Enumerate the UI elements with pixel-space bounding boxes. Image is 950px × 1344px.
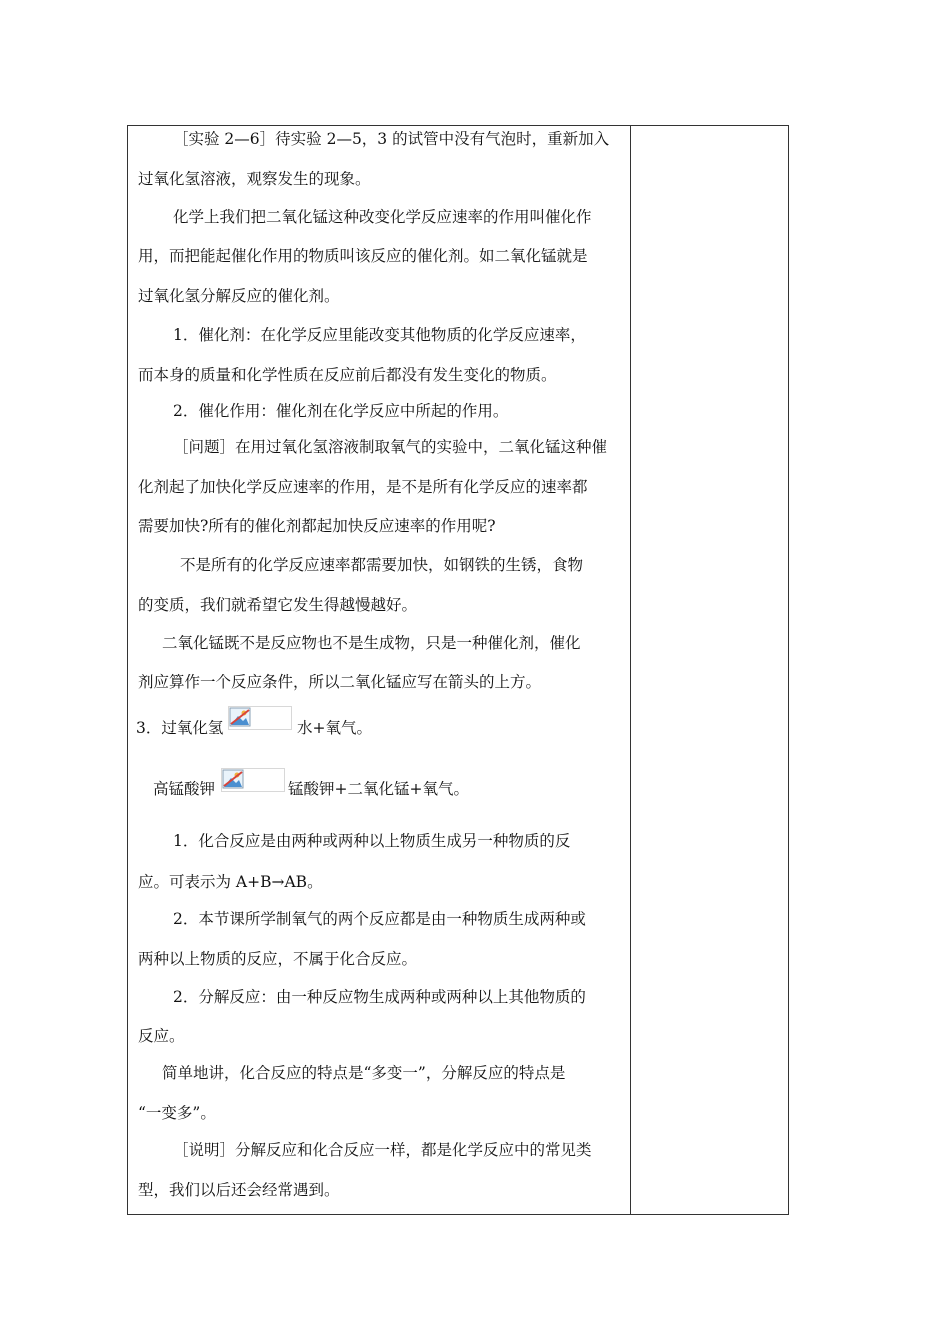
text-line: 1．催化剂：在化学反应里能改变其他物质的化学反应速率， — [173, 326, 586, 344]
text-line: 应。可表示为 A+B→AB。 — [138, 873, 323, 891]
text-line: 过氧化氢分解反应的催化剂。 — [138, 287, 340, 305]
equation-left: 3．过氧化氢 — [136, 719, 224, 737]
text-line: 2．本节课所学制氧气的两个反应都是由一种物质生成两种或 — [173, 910, 586, 928]
text-line: 简单地讲，化合反应的特点是“多变一”，分解反应的特点是 — [162, 1064, 566, 1082]
equation-left: 高锰酸钾 — [153, 780, 216, 798]
text-line: 2．催化作用：催化剂在化学反应中所起的作用。 — [173, 402, 509, 420]
text-line: 剂应算作一个反应条件，所以二氧化锰应写在箭头的上方。 — [138, 673, 542, 691]
text-line: 反应。 — [138, 1027, 185, 1045]
text-line: 化剂起了加快化学反应速率的作用，是不是所有化学反应的速率都 — [138, 478, 588, 496]
equation-right: 锰酸钾+二氧化锰+氧气。 — [288, 780, 469, 798]
text-line: 两种以上物质的反应，不属于化合反应。 — [138, 950, 418, 968]
broken-image-icon — [222, 769, 244, 789]
text-line: 而本身的质量和化学性质在反应前后都没有发生变化的物质。 — [138, 366, 557, 384]
lesson-table — [127, 125, 789, 1215]
text-line: 化学上我们把二氧化锰这种改变化学反应速率的作用叫催化作 — [173, 208, 592, 226]
broken-image-icon — [229, 707, 251, 727]
arrow-image-placeholder — [228, 706, 292, 730]
text-line: 的变质，我们就希望它发生得越慢越好。 — [138, 596, 418, 614]
text-line: ［说明］分解反应和化合反应一样，都是化学反应中的常见类 — [173, 1141, 592, 1159]
text-line: 用，而把能起催化作用的物质叫该反应的催化剂。如二氧化锰就是 — [138, 247, 588, 265]
text-line: 型，我们以后还会经常遇到。 — [138, 1181, 340, 1199]
text-line: ［实验 2—6］待实验 2—5，3 的试管中没有气泡时，重新加入 — [173, 130, 610, 148]
text-line: 不是所有的化学反应速率都需要加快，如钢铁的生锈，食物 — [180, 556, 584, 574]
arrow-image-placeholder — [221, 768, 285, 792]
text-line: 需要加快?所有的催化剂都起加快反应速率的作用呢? — [138, 517, 496, 535]
text-line: ［问题］在用过氧化氢溶液制取氧气的实验中，二氧化锰这种催 — [173, 438, 608, 456]
equation-right: 水+氧气。 — [297, 719, 372, 737]
text-line: 二氧化锰既不是反应物也不是生成物，只是一种催化剂，催化 — [162, 634, 581, 652]
text-line: 1．化合反应是由两种或两种以上物质生成另一种物质的反 — [173, 832, 571, 850]
text-line: 过氧化氢溶液，观察发生的现象。 — [138, 170, 371, 188]
text-line: “一变多”。 — [138, 1104, 216, 1122]
text-line: 2．分解反应：由一种反应物生成两种或两种以上其他物质的 — [173, 988, 586, 1006]
content-cell — [128, 126, 630, 1214]
notes-cell — [631, 126, 788, 1214]
